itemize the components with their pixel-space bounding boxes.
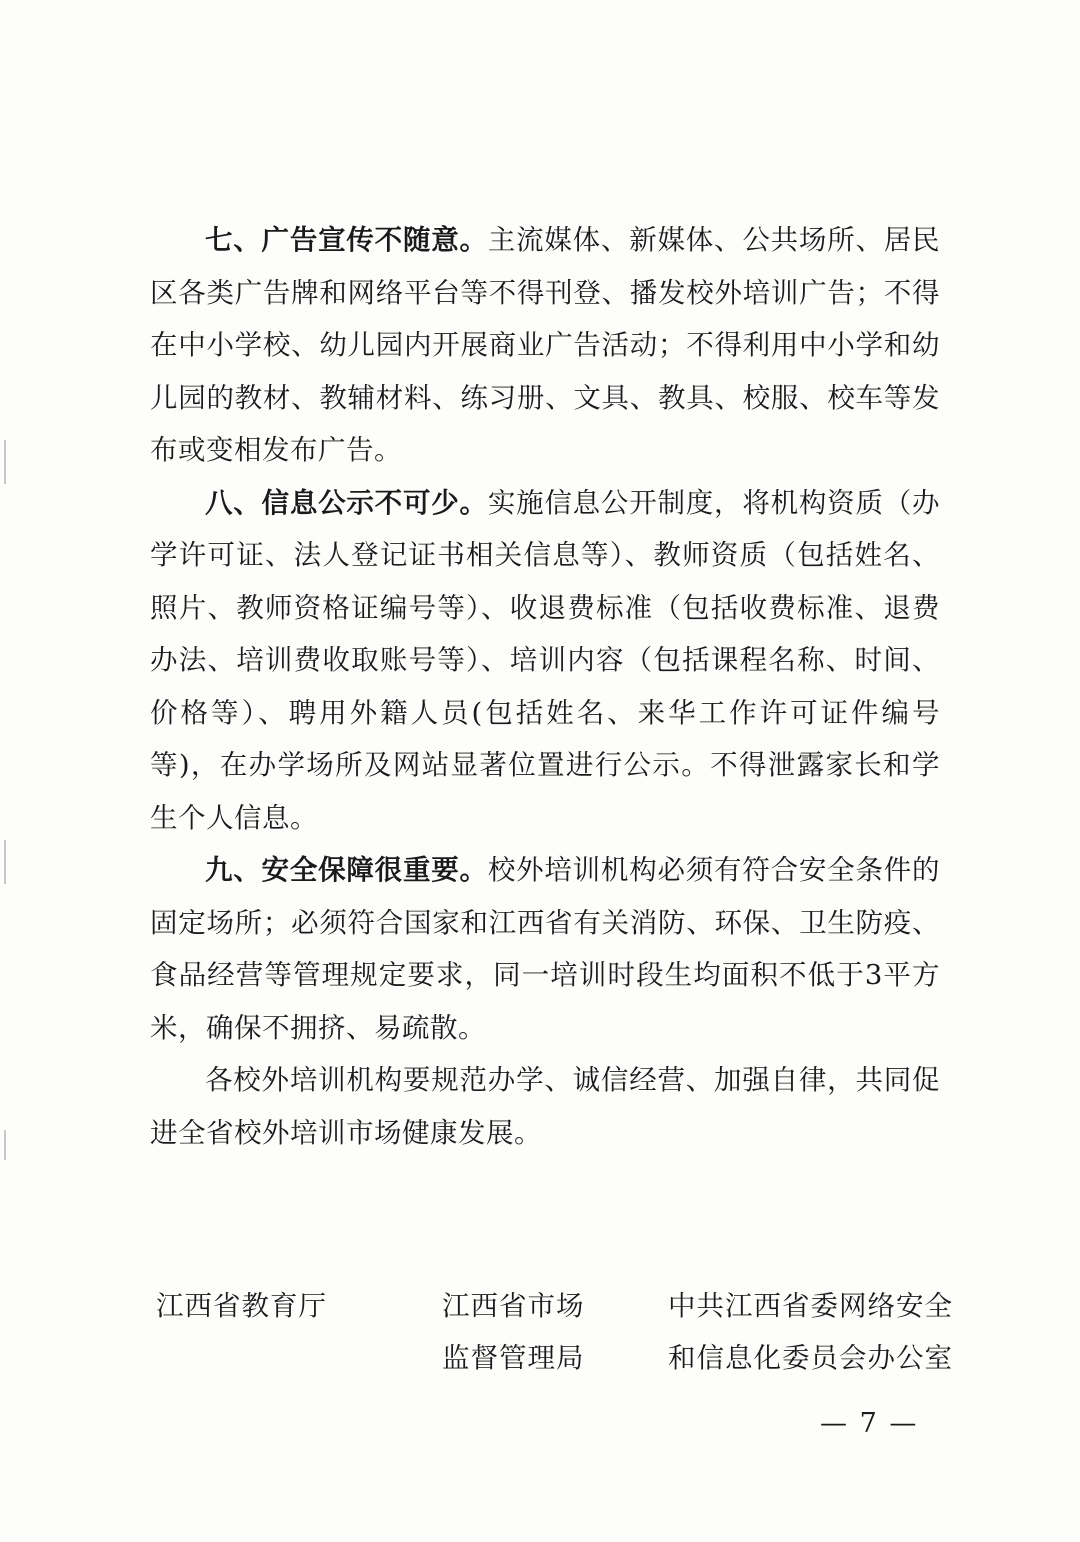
signature-block [0, 1280, 1080, 1390]
document-body [150, 214, 940, 1159]
signatory-line: 江西省市场 [442, 1290, 585, 1322]
signatory-education-department [156, 1280, 327, 1332]
section-nine [150, 844, 940, 1054]
scan-edge-mark [4, 840, 6, 884]
section-heading: 九、安全保障很重要。 [205, 854, 488, 886]
signatory-line: 江西省教育厅 [156, 1290, 327, 1322]
signatory-line: 监督管理局 [442, 1342, 585, 1374]
section-heading: 八、信息公示不可少。 [205, 486, 488, 519]
signatory-cyberspace-office [668, 1280, 953, 1384]
section-heading: 七、广告宣传不随意。 [205, 224, 488, 256]
signatory-market-regulation [442, 1280, 585, 1384]
closing-paragraph: 各校外培训机构要规范办学、诚信经营、加强自律，共同促进全省校外培训市场健康发展。 [150, 1064, 940, 1149]
section-eight [150, 477, 940, 845]
section-text: 实施信息公开制度，将机构资质（办学许可证、法人登记证书相关信息等）、教师资质（包括姓名、照片、教师资格证编号等）、收退费标准（包括收费标准、退费办法、培训费收取账号等）、培训内容（包括课程名称、时间、价格等）、聘用外籍人员(包括姓名、来华工作许可证件编号等)，在办学场所及网站显著位置进行公示。不得泄露家长和学生个人信息。 [150, 486, 941, 834]
signatory-line: 中共江西省委网络安全 [668, 1290, 953, 1322]
section-text: 校外培训机构必须有符合安全条件的固定场所；必须符合国家和江西省有关消防、环保、卫生防疫、食品经营等管理规定要求，同一培训时段生均面积不低于3平方米，确保不拥挤、易疏散。 [150, 854, 941, 1044]
scan-edge-mark [4, 1130, 6, 1160]
page-number: — 7 — [820, 1408, 919, 1439]
section-text: 主流媒体、新媒体、公共场所、居民区各类广告牌和网络平台等不得刊登、播发校外培训广告；不得在中小学校、幼儿园内开展商业广告活动；不得利用中小学和幼儿园的教材、教辅材料、练习册、文具、教具、校服、校车等发布或变相发布广告。 [150, 224, 941, 466]
signatory-line: 和信息化委员会办公室 [668, 1342, 953, 1374]
scan-edge-mark [4, 440, 6, 484]
section-seven [150, 214, 940, 477]
